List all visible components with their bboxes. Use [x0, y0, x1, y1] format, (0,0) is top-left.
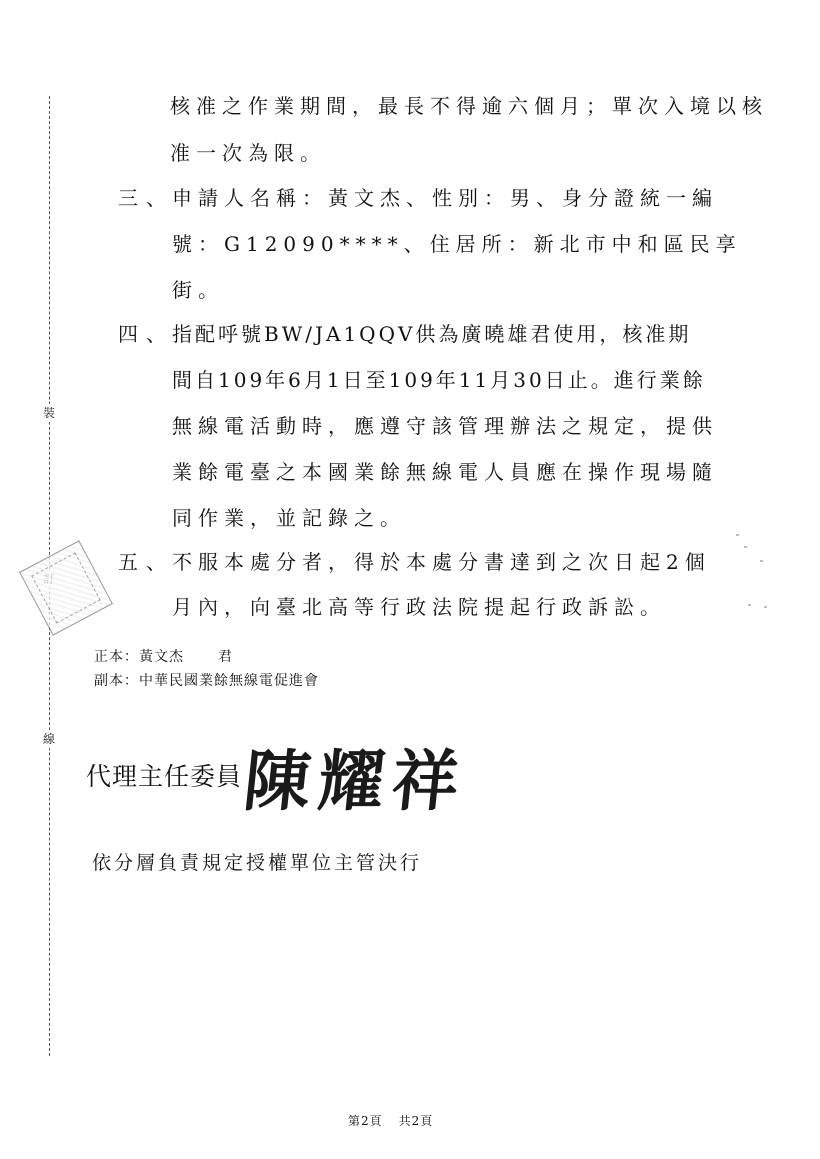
page-number: 第2頁	[348, 1114, 383, 1128]
page-total: 共2頁	[398, 1114, 434, 1128]
item-four-marker: 四、	[118, 322, 174, 346]
item-four-line-4: 業餘電臺之本國業餘無線電人員應在操作現場隨	[172, 460, 718, 484]
copy-org: 中華民國業餘無線電促進會	[139, 673, 319, 689]
scan-speck	[748, 604, 751, 606]
item-cont-line-1: 核准之作業期間，最長不得逾六個月；單次入境以核	[170, 94, 768, 118]
original-suffix: 君	[218, 649, 233, 665]
item-four-line-2: 間自109年6月1日至109年11月30日止。進行業餘	[172, 368, 706, 392]
scan-speck	[760, 560, 763, 562]
scan-speck	[744, 546, 747, 548]
signatory-name: 陳耀祥	[240, 742, 471, 820]
signatory-title: 代理主任委員	[86, 762, 243, 791]
item-three-line-3: 街。	[172, 278, 224, 302]
original-name: 黃文杰	[139, 649, 184, 665]
seal-stamp	[19, 540, 113, 635]
scan-speck	[736, 534, 739, 536]
item-four-line-3: 無線電活動時，應遵守該管理辦法之規定，提供	[172, 414, 718, 438]
copy-label: 副本：	[94, 673, 139, 689]
original-label: 正本：	[94, 649, 139, 665]
item-four-line-5: 同作業，並記錄之。	[172, 506, 406, 530]
delegation-note: 依分層負責規定授權單位主管決行	[92, 852, 423, 874]
binding-mark-xian: 線	[43, 732, 56, 746]
item-five-marker: 五、	[118, 550, 174, 574]
scan-speck	[764, 606, 767, 608]
binding-mark-zhuang: 裝	[43, 406, 56, 420]
item-five-line-1: 不服本處分者，得於本處分書達到之次日起2個	[172, 550, 711, 574]
copy-recipient-line	[94, 670, 319, 690]
page-footer	[348, 1112, 433, 1129]
item-three-line-2: 號：G12090****、住居所：新北市中和區民享	[172, 232, 742, 256]
item-five-line-2: 月內，向臺北高等行政法院提起行政訴訟。	[172, 595, 666, 619]
item-four-line-1: 指配呼號BW/JA1QQV供為廣曉雄君使用，核准期	[172, 322, 692, 346]
original-recipient-line	[94, 646, 233, 666]
item-three-line-1: 申請人名稱：黃文杰、性別：男、身分證統一編	[172, 186, 718, 210]
item-cont-line-2: 准一次為限。	[170, 141, 326, 165]
item-three-marker: 三、	[118, 186, 174, 210]
